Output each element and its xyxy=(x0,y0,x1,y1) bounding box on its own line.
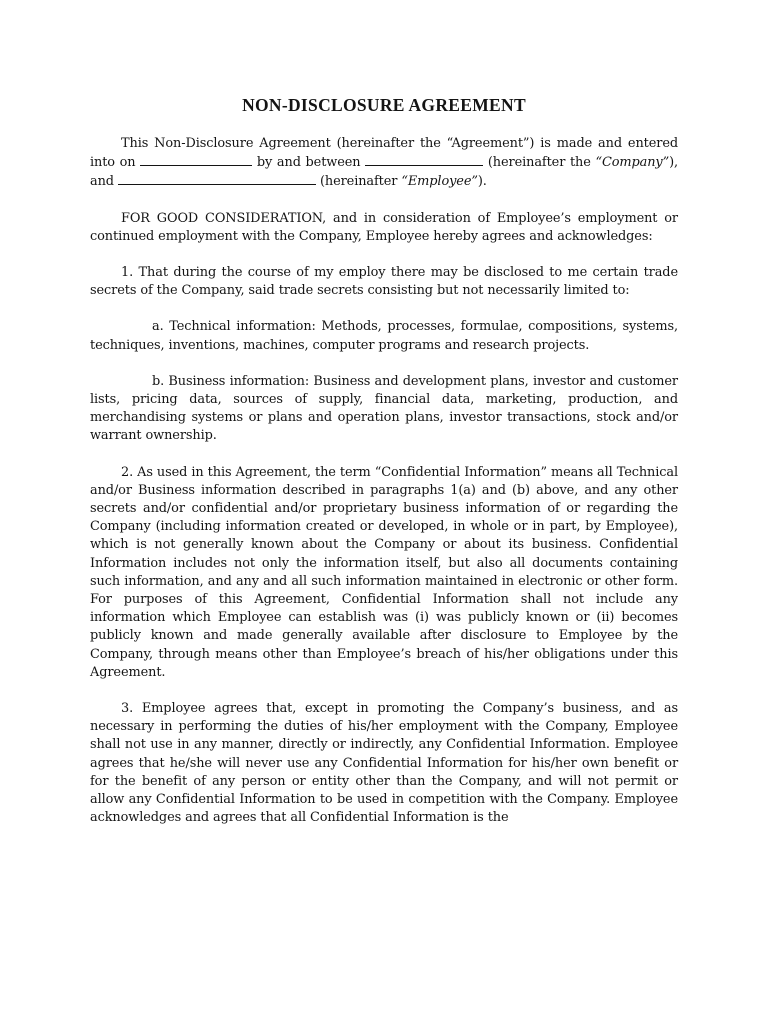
intro-text-2: by and between xyxy=(256,155,361,171)
clause-1a: a. Technical information: Methods, processes, formulae, compositions, systems, techniques, inventions, machines, computer programs and research projects. xyxy=(90,319,678,353)
employee-blank xyxy=(118,172,316,185)
clause-2: 2. As used in this Agreement, the term “Confidential Information” means all Technical and/or Business information described in paragraphs 1(a) and (b) above, and any other secrets and/or confidential and/or proprietary business information of or regarding the Company (including information created or developed, in whole or in part, by Employee), which is not generally known about the Company or about its business. Confidential Information includes not only the information itself, but also all documents containing such information, and any and all such information maintained in electronic or other form. For purposes of this Agreement, Confidential Information shall not include any information which Employee can establish was (i) was publicly known or (ii) becomes publicly known and made generally available after disclosure to Employee by the Company, through means other than Employee’s breach of his/her obligations under this Agreement. xyxy=(90,464,678,680)
company-term: “Company” xyxy=(595,155,670,171)
clause-3: 3. Employee agrees that, except in promoting the Company’s business, and as necessary in performing the duties of his/her employment with the Company, Employee shall not use in any manner, directly or indirectly, any Confidential Information. Employee agrees that he/she will never use any Confidential Information for his/her own benefit or for the benefit of any person or entity other than the Company, and will not permit or allow any Confidential Information to be used in competition with the Company. Employee acknowledges and agrees that all Confidential Information is the xyxy=(90,701,678,826)
date-blank xyxy=(140,153,252,166)
intro-text-6: ). xyxy=(477,174,487,190)
intro-paragraph xyxy=(90,135,678,192)
intro-text-5: (hereinafter xyxy=(319,174,398,190)
employee-term: “Employee” xyxy=(401,174,478,190)
clause-1: 1. That during the course of my employ there may be disclosed to me certain trade secrets of the Company, said trade secrets consisting but not necessarily limited to: xyxy=(90,265,678,299)
intro-text-3: (hereinafter the xyxy=(487,155,591,171)
document-page xyxy=(90,94,678,846)
company-blank xyxy=(365,153,483,166)
clause-1b: b. Business information: Business and development plans, investor and customer lists, pricing data, sources of supply, financial data, marketing, production, and merchandising systems or plans and operation plans, investor transactions, stock and/or warrant ownership. xyxy=(90,373,678,444)
document-title: NON-DISCLOSURE AGREEMENT xyxy=(242,95,526,115)
intro-text-1: This Non-Disclosure Agreement (hereinafter the “Agreement”) is made and entered into on xyxy=(90,136,678,171)
consideration-paragraph: FOR GOOD CONSIDERATION, and in consideration of Employee’s employment or continued employment with the Company, Employee hereby agrees and acknowledges: xyxy=(90,210,678,244)
intro-text-4: ), and xyxy=(90,155,679,190)
